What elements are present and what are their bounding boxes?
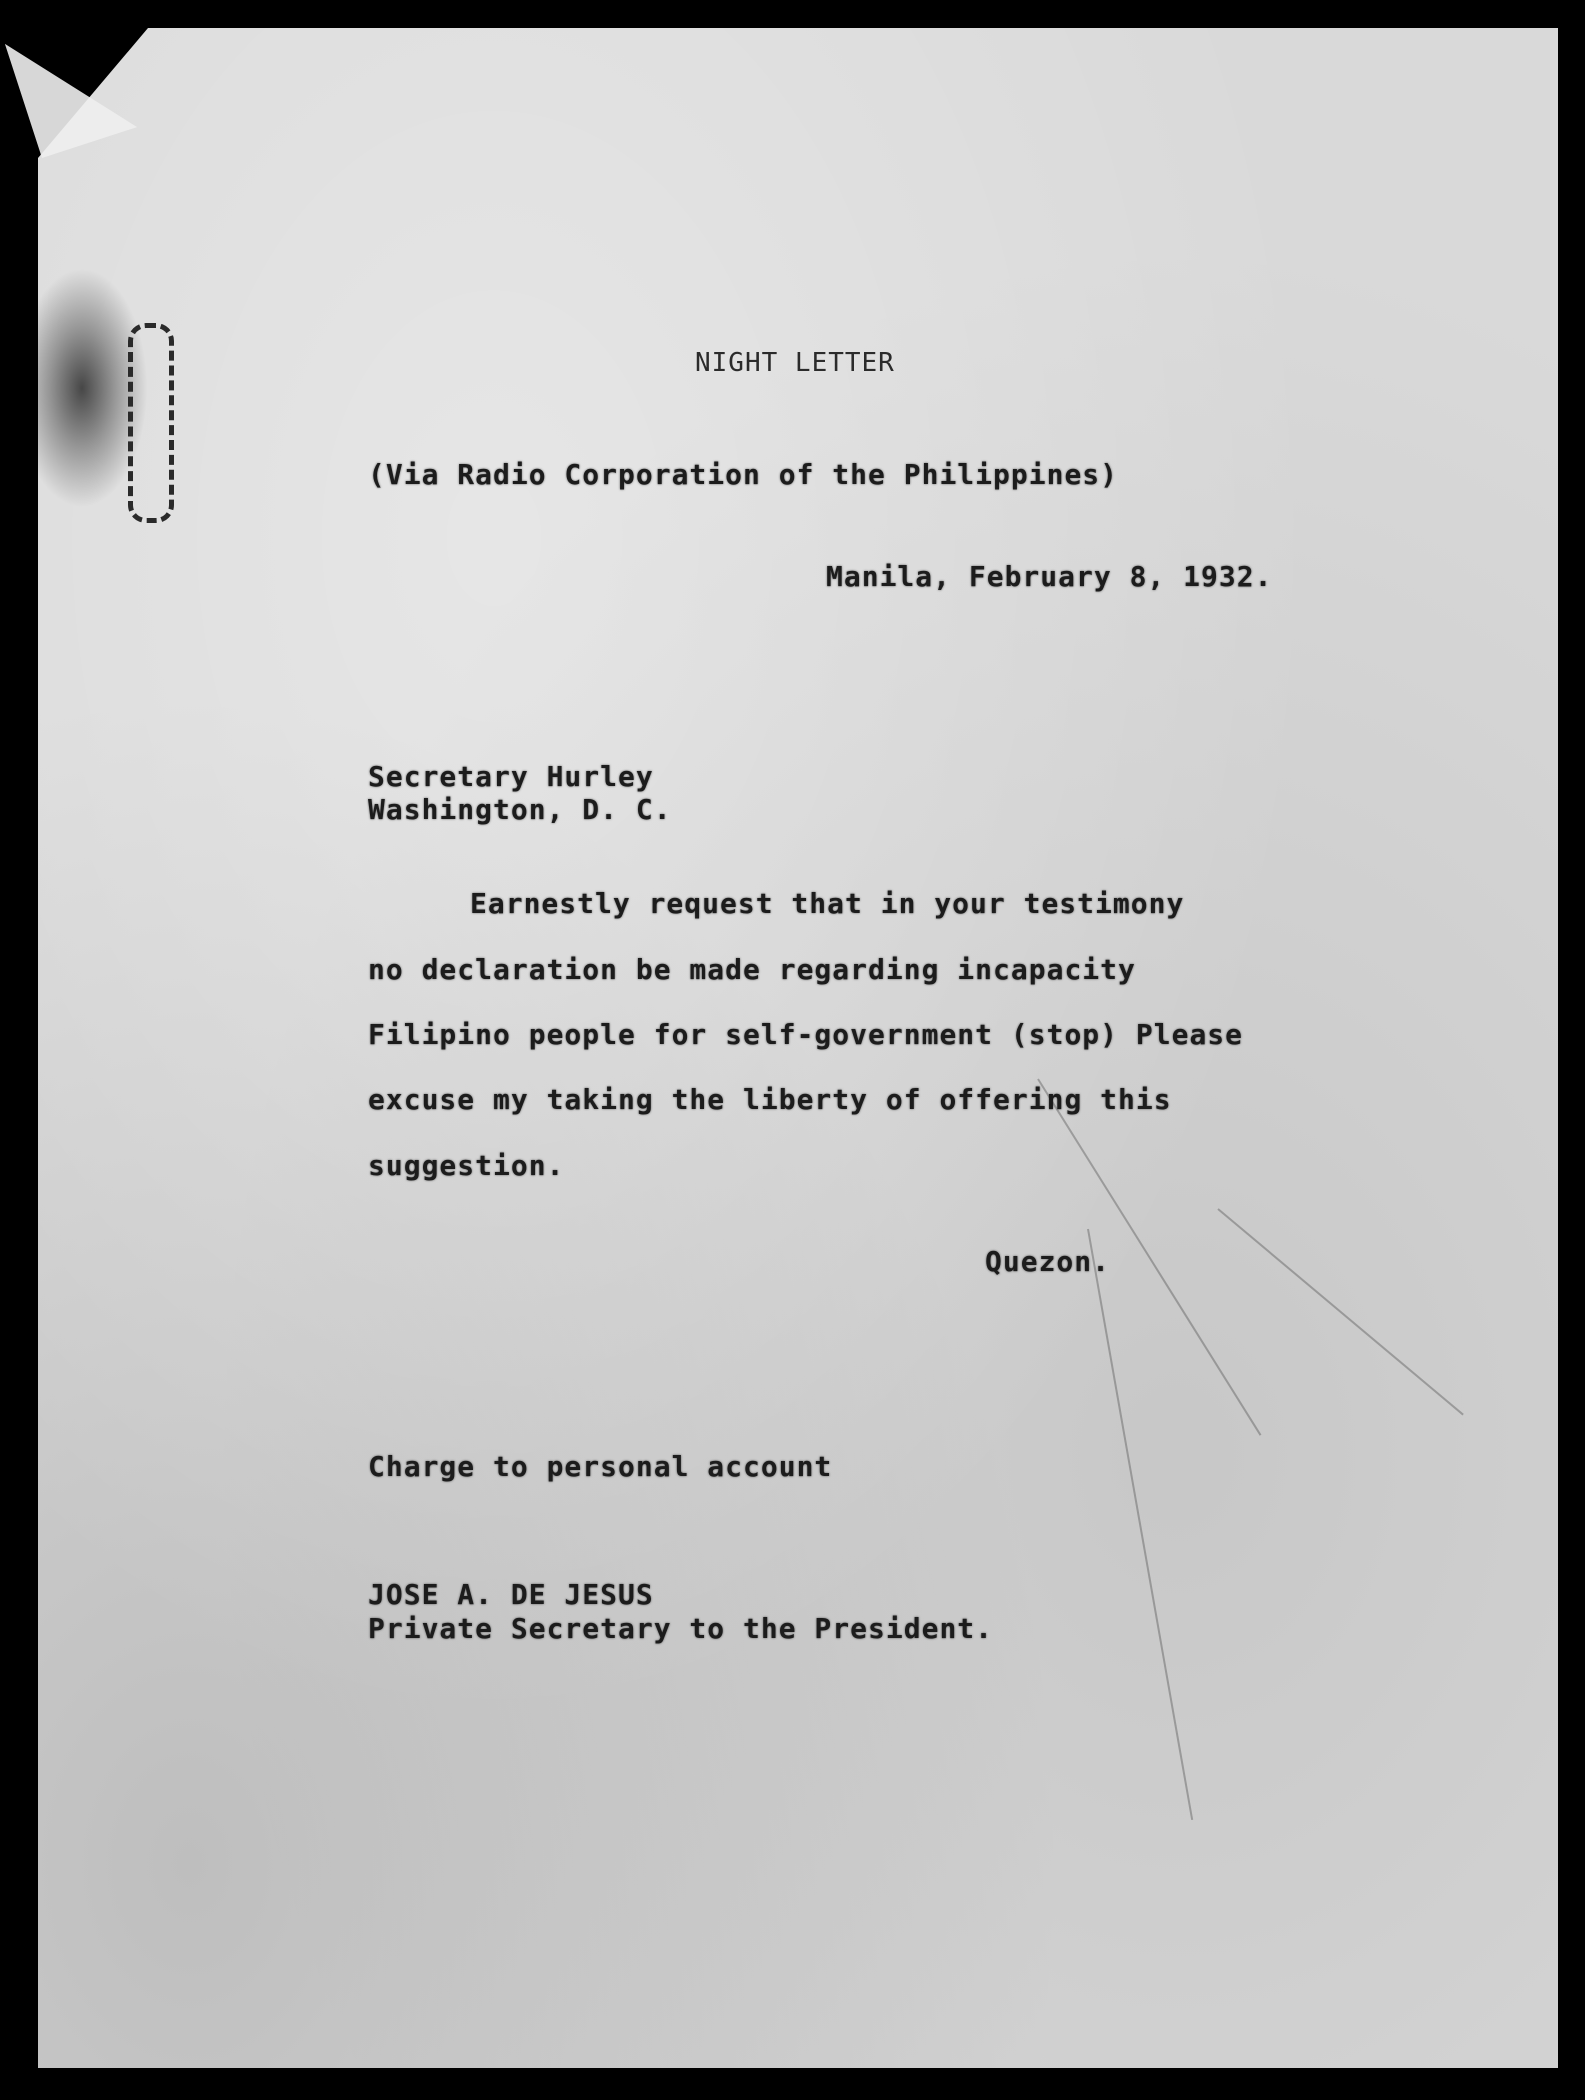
dateline: Manila, February 8, 1932.: [826, 560, 1273, 593]
charge-note: Charge to personal account: [368, 1450, 833, 1483]
sender-title: Private Secretary to the President.: [368, 1612, 994, 1645]
recipient-location: Washington, D. C.: [368, 793, 672, 826]
body-line: Earnestly request that in your testimony: [470, 887, 1185, 920]
paper-crease: [1087, 1229, 1193, 1820]
recipient-name: Secretary Hurley: [368, 760, 654, 793]
body-line: suggestion.: [368, 1149, 565, 1182]
paper-clip-mark: [128, 323, 174, 523]
body-line: excuse my taking the liberty of offering this: [368, 1083, 1172, 1116]
document-heading: NIGHT LETTER: [695, 348, 895, 378]
letter-page: [38, 28, 1558, 2068]
paper-crease: [1217, 1208, 1463, 1415]
via-line: (Via Radio Corporation of the Philippines): [368, 458, 1119, 491]
body-line: Filipino people for self-government (stop) Please: [368, 1018, 1244, 1051]
body-line: no declaration be made regarding incapacity: [368, 953, 1136, 986]
signature: Quezon.: [985, 1245, 1111, 1278]
sender-name: JOSE A. DE JESUS: [368, 1578, 654, 1611]
